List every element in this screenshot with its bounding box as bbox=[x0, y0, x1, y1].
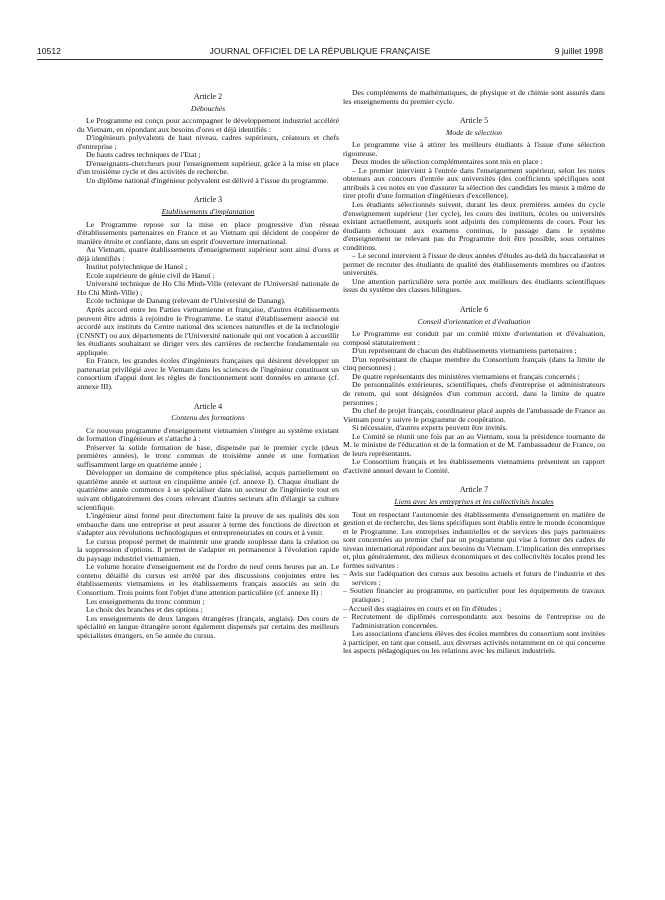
paragraph: De quatre représentants des ministères vietnamiens et français concernés ; bbox=[352, 371, 580, 381]
paragraph: Du chef de projet français, coordinateur placé auprès de l'ambassade de France au Vietnam pour y suivre le programme de coopération. bbox=[343, 406, 605, 424]
article-7-subtitle: Liens avec les entreprises et les collectivités locales bbox=[394, 496, 554, 506]
paragraph: Le Programme repose sur la mise en place progressive d'un réseau d'établissements partenaires en France et au Vietnam qui décident de coopérer de manière étroite et confiante, dans un esprit d'ouverture international. bbox=[77, 219, 339, 246]
paragraph: L'ingénieur ainsi formé peut directement faire la preuve de ses qualités dès son embauche dans une entreprise et peut assurer à terme des fonctions de direction et s'adapter aux révolutions technologiques et entrepreneuriales en cours et à venir. bbox=[77, 511, 339, 538]
paragraph: Le Programme est conduit par un comité mixte d'orientation et d'évaluation, composé statutairement : bbox=[343, 329, 605, 347]
paragraph: Deux modes de sélection complémentaires sont mis en place : bbox=[352, 157, 543, 167]
paragraph: Les associations d'anciens élèves des écoles membres du consortium sont invitées à participer, en tant que conseil, aux diverses activités notamment en ce qui concerne les aspects pédagogiques ou les relations avec les milieux industriels. bbox=[343, 629, 605, 656]
paragraph: D'un représentant de chacun des établissements vietnamiens partenaires ; bbox=[352, 346, 577, 356]
dash-list bbox=[343, 570, 605, 630]
journal-title: JOURNAL OFFICIEL DE LA RÉPUBLIQUE FRANÇAISE bbox=[209, 46, 431, 56]
article-3-subtitle: Etablissements d'implantation bbox=[161, 207, 255, 217]
paragraph: Une attention particulière sera portée aux meilleurs des étudiants scientifiques issus du système des classes bilingues. bbox=[343, 276, 605, 295]
paragraph: En France, les grandes écoles d'ingénieurs françaises qui désirent développer un partenariat privilégié avec le Vietnam dans les sciences de l'ingénieur constituent un consortium d'appui dont les règles de fonctionnement sont données en annexe (cf. annexe III). bbox=[77, 356, 339, 391]
right-column bbox=[343, 89, 605, 656]
article-5-heading: Article 5 bbox=[459, 116, 489, 126]
paragraph: De hauts cadres techniques de l'Etat ; bbox=[86, 150, 201, 160]
article-6-subtitle: Conseil d'orientation et d'évaluation bbox=[417, 316, 531, 326]
paragraph: Le programme vise à attirer les meilleurs étudiants à l'issue d'une sélection rigoureuse. bbox=[343, 140, 605, 158]
paragraph: Institut polytechnique de Hanoï ; bbox=[86, 262, 188, 272]
paragraph: D'ingénieurs polyvalents de haut niveau, cadres supérieurs, créateurs et chefs d'entreprise ; bbox=[77, 133, 339, 151]
page-header bbox=[37, 46, 603, 60]
article-5-subtitle: Mode de sélection bbox=[446, 127, 502, 137]
paragraph: D'enseignants-chercheurs pour l'enseignement supérieur, grâce à la mise en place d'un troisième cycle et des activités de recherche. bbox=[77, 158, 339, 177]
paragraph: – Le premier intervient à l'entrée dans l'enseignement supérieur, selon les notes obtenues aux concours d'entrée aux universités (des coefficients spécifiques sont attribués à ces notes en vue d'assurer la sélection des candidats les mieux à même de tirer profit d'une formation d'ingénieurs d'excellence). bbox=[343, 165, 605, 201]
paragraph: Ce nouveau programme d'enseignement vietnamien s'intègre au système existant de formation d'ingénieurs et s'attache à : bbox=[77, 425, 339, 444]
article-7-heading: Article 7 bbox=[459, 485, 489, 495]
paragraph: Un diplôme national d'ingénieur polyvalent est délivré à l'issue du programme. bbox=[86, 175, 329, 185]
paragraph: Ecole supérieure de génie civil de Hanoï ; bbox=[86, 270, 215, 280]
article-3-heading: Article 3 bbox=[193, 195, 223, 205]
paragraph: Le volume horaire d'enseignement est de l'ordre de neuf cents heures par an. Le contenu détaillé du cursus est arrêté par des discussions conjointes entre les établissements vietnamiens et les établissements français associés au sein du Consortium. Trois points font l'objet d'une attention particulière (cf. annexe II) : bbox=[77, 562, 339, 597]
paragraph: Les enseignements du tronc commun ; bbox=[86, 596, 205, 606]
paragraph: Le choix des branches et des options ; bbox=[86, 605, 203, 615]
page-number: 10512 bbox=[37, 46, 61, 56]
paragraph: Le Programme est conçu pour accompagner le développement industriel accéléré du Vietnam, en répondant aux besoins d'ores et déjà identifiés : bbox=[77, 116, 339, 134]
paragraph: Préserver la solide formation de base, dispensée par le premier cycle (deux premières années), le tronc commun de troisième année et une formation suffisamment large en quatrième année ; bbox=[77, 442, 339, 469]
paragraph: Tout en respectant l'autonomie des établissements d'enseignement en matière de gestion et de recherche, des liens spécifiques sont établis entre le monde économique et le Programme. Les entreprises industrielles et de services des pays partenaires sont concernées au premier chef par un programme qui vise à former des cadres de niveau international répondant aux besoins du Vietnam. L'implication des entreprises et, plus généralement, des milieux économiques et des collectivités locales prend les formes suivantes : bbox=[343, 509, 605, 570]
paragraph: – Le second intervient à l'issue de deux années d'études au-delà du baccalauréat et permet de recruter des étudiants de qualité des établissements membres ou d'autres universités. bbox=[343, 251, 605, 278]
article-4-heading: Article 4 bbox=[193, 401, 223, 411]
paragraph: Les étudiants sélectionnés suivent, durant les deux premières années du cycle d'enseignement supérieur (1er cycle), les cours des instituts, écoles ou universités existant actuellement, auxquels sont adjoints des compléments de cours. Pour les étudiants échouant aux examens continus, le passage dans le système d'enseignement ne relevant pas du Programme doit être possible, sous certaines conditions. bbox=[343, 200, 605, 252]
list-item: – Soutien financier au programme, en particulier pour les équipements de travaux pratiques ; bbox=[343, 586, 605, 604]
left-column bbox=[77, 93, 339, 640]
paragraph: Le Consortium français et les établissements vietnamiens présentent un rapport d'activité annuel devant le Comité. bbox=[343, 457, 605, 475]
article-6-heading: Article 6 bbox=[459, 305, 489, 315]
issue-date: 9 juillet 1998 bbox=[554, 46, 603, 56]
paragraph: Le cursus proposé permet de maintenir une grande souplesse dans la création ou la suppression d'options. Il permet de s'adapter en permanence à l'évolution rapide du paysage industriel vietnamien. bbox=[77, 536, 339, 563]
list-item: – Recrutement de diplômés correspondants aux besoins de l'entreprise ou de l'administration concernées. bbox=[343, 612, 605, 630]
header-rule bbox=[37, 59, 603, 60]
paragraph: Des compléments de mathématiques, de physique et de chimie sont assurés dans les enseignements du premier cycle. bbox=[343, 88, 605, 106]
article-4-subtitle: Contenu des formations bbox=[171, 413, 245, 423]
article-2-heading: Article 2 bbox=[193, 92, 223, 101]
paragraph: Si nécessaire, d'autres experts peuvent être invités. bbox=[352, 423, 508, 433]
paragraph: Le Comité se réunit une fois par an au Vietnam, sous la présidence tournante de M. le ministre de l'éducation et de la formation et de M. l'ambassadeur de France, ou de leurs représentants. bbox=[343, 431, 605, 458]
paragraph: D'un représentant de chaque membre du Consortium français (dans la limite de cinq personnes) ; bbox=[343, 354, 605, 373]
paragraph: Les enseignements de deux langues étrangères (français, anglais). Des cours de spécialité en langue étrangère seront également dispensés par certains des meilleurs spécialistes étrangers, en 5e année du cursus. bbox=[77, 613, 339, 640]
paragraph: Ecole technique de Danang (relevant de l'Université de Danang). bbox=[86, 296, 286, 306]
paragraph: Développer un domaine de compétence plus spécialisé, acquis partiellement en quatrième année et surtout en cinquième année (cf. annexe I). Chaque étudiant de quatrième année commence à se spécialiser dans un secteur de l'ingénierie tout en suivant obligatoirement des cours relevant d'autres secteurs afin d'élargir sa culture scientifique. bbox=[77, 468, 339, 512]
list-item: – Accueil des stagiaires en cours et en fin d'études ; bbox=[343, 603, 502, 613]
paragraph: Université technique de Ho Chi Minh-Ville (relevant de l'Université nationale de Ho Chi Minh-Ville) ; bbox=[77, 279, 339, 297]
paragraph: Après accord entre les Parties vietnamienne et française, d'autres établissements peuvent être admis à rejoindre le Programme. Le statut d'établissement associé est accordé aux instituts du Centre national des sciences naturelles et de la technologie (CNSNT) ou aux départements de l'Université nationale qui ont vocation à accueillir les étudiants souhaitant se diriger vers des carrières de recherche fondamentale ou appliquée. bbox=[77, 305, 339, 357]
paragraph: Au Vietnam, quatre établissements d'enseignement supérieur sont ainsi d'ores et déjà identifiés : bbox=[77, 245, 339, 263]
paragraph: De personnalités extérieures, scientifiques, chefs d'entreprise et administrateurs de renom, qui sont désignées d'un commun accord, dans la limite de quatre personnes ; bbox=[343, 380, 605, 407]
list-item: – Avis sur l'adéquation des cursus aux besoins actuels et futurs de l'industrie et des services ; bbox=[343, 569, 605, 587]
article-2-subtitle: Débouchés bbox=[190, 103, 226, 113]
